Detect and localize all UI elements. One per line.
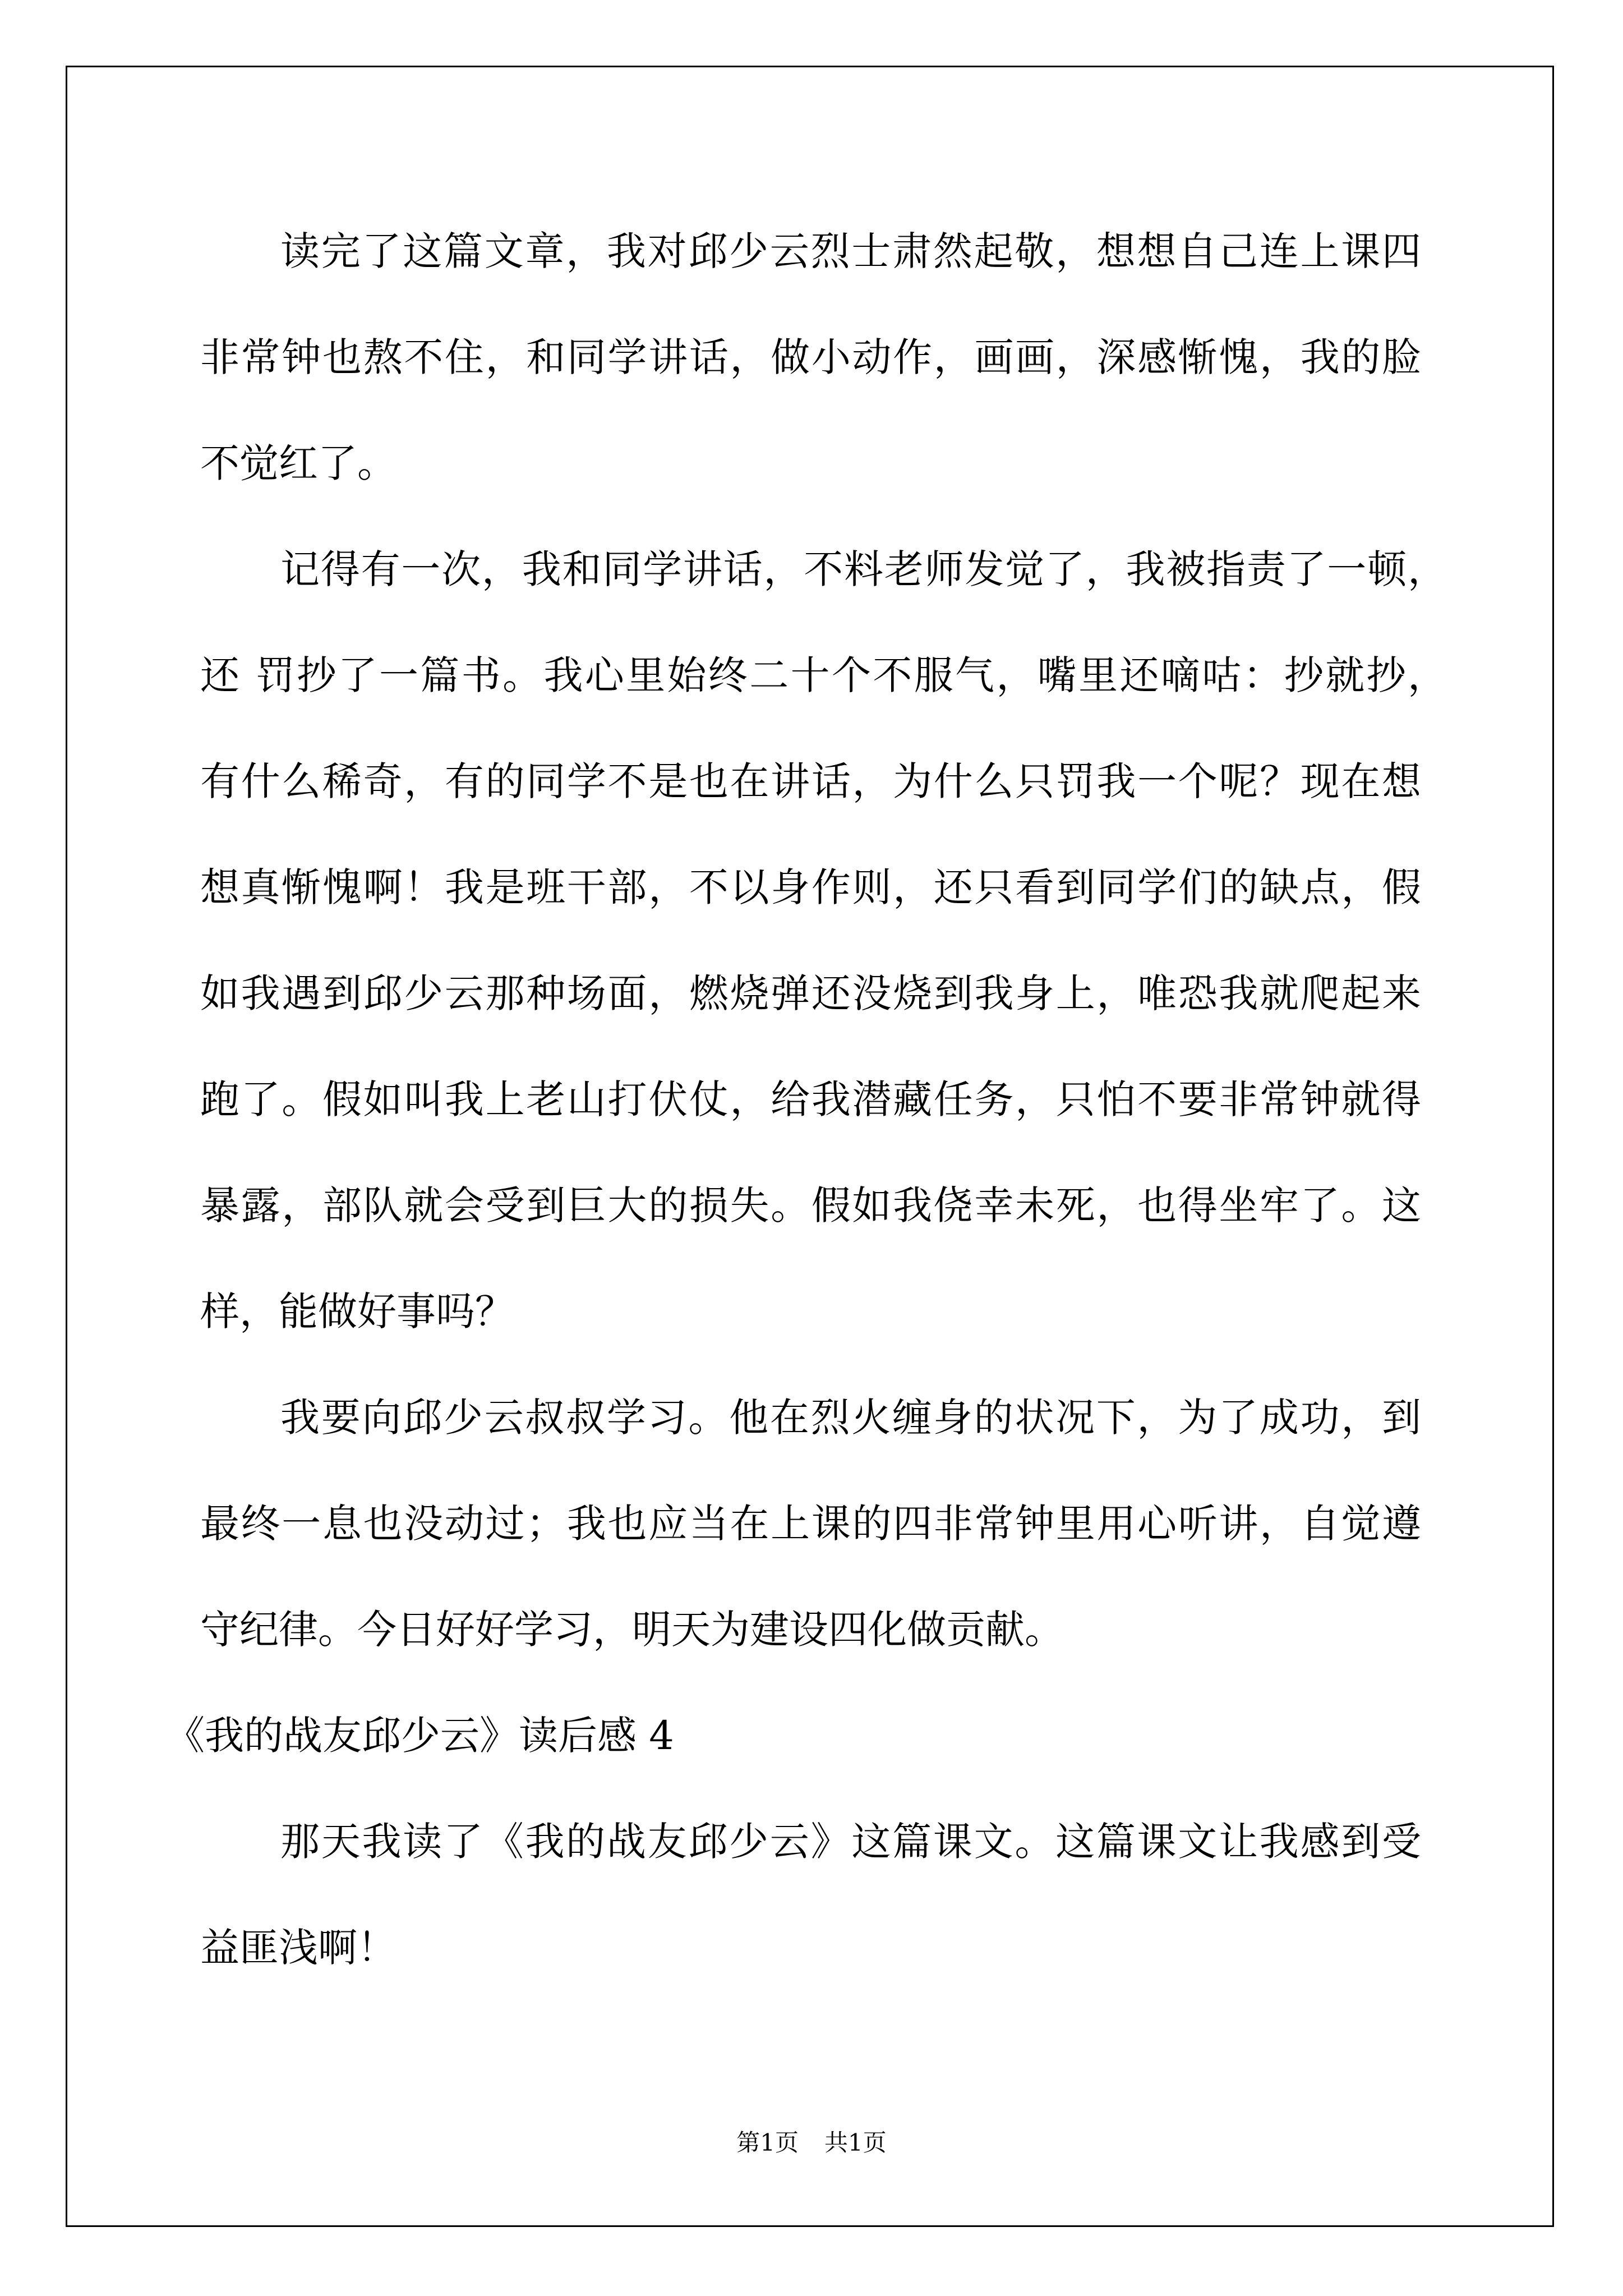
text-line: 跑了。假如叫我上老山打伏仗，给我潜藏任务，只怕不要非常钟就得 xyxy=(200,1076,1421,1122)
paragraph xyxy=(200,1789,1421,2001)
text-line: 还 罚抄了一篇书。我心里始终二十个不服气，嘴里还嘀咕：抄就抄， xyxy=(200,652,1447,698)
article-body xyxy=(165,199,1447,2001)
text-line: 想真惭愧啊！我是班干部，不以身作则，还只看到同学们的缺点，假 xyxy=(200,864,1421,910)
text-line: 有什么稀奇，有的同学不是也在讲话，为什么只罚我一个呢？现在想 xyxy=(200,758,1421,804)
paragraph xyxy=(200,517,1447,1365)
text-line: 不觉红了。 xyxy=(200,440,396,486)
paragraph xyxy=(200,1365,1421,1683)
text-line: 我要向邱少云叔叔学习。他在烈火缠身的状况下，为了成功，到 xyxy=(280,1395,1421,1441)
text-line: 那天我读了《我的战友邱少云》这篇课文。这篇课文让我感到受 xyxy=(280,1819,1421,1865)
text-line: 非常钟也熬不住，和同学讲话，做小动作，画画，深感惭愧，我的脸 xyxy=(200,334,1421,380)
text-line: 如我遇到邱少云那种场面，燃烧弹还没烧到我身上，唯恐我就爬起来 xyxy=(200,970,1421,1016)
total-page-count: 共1页 xyxy=(824,2129,887,2156)
text-line: 益匪浅啊！ xyxy=(200,1925,396,1971)
text-line: 最终一息也没动过；我也应当在上课的四非常钟里用心听讲，自觉遵 xyxy=(200,1501,1421,1547)
text-line: 记得有一次，我和同学讲话，不料老师发觉了，我被指责了一顿， xyxy=(280,546,1447,592)
text-line: 读完了这篇文章，我对邱少云烈士肃然起敬，想想自己连上课四 xyxy=(280,228,1421,274)
section-heading: 《我的战友邱少云》读后感 4 xyxy=(165,1713,674,1759)
current-page-number: 第1页 xyxy=(736,2129,799,2156)
page-footer xyxy=(0,2127,1623,2159)
paragraph xyxy=(200,199,1421,517)
text-line: 暴露，部队就会受到巨大的损失。假如我侥幸未死，也得坐牢了。这 xyxy=(200,1182,1421,1228)
text-line: 守纪律。今日好好学习，明天为建设四化做贡献。 xyxy=(200,1607,1064,1653)
text-line: 样，能做好事吗？ xyxy=(200,1289,514,1335)
